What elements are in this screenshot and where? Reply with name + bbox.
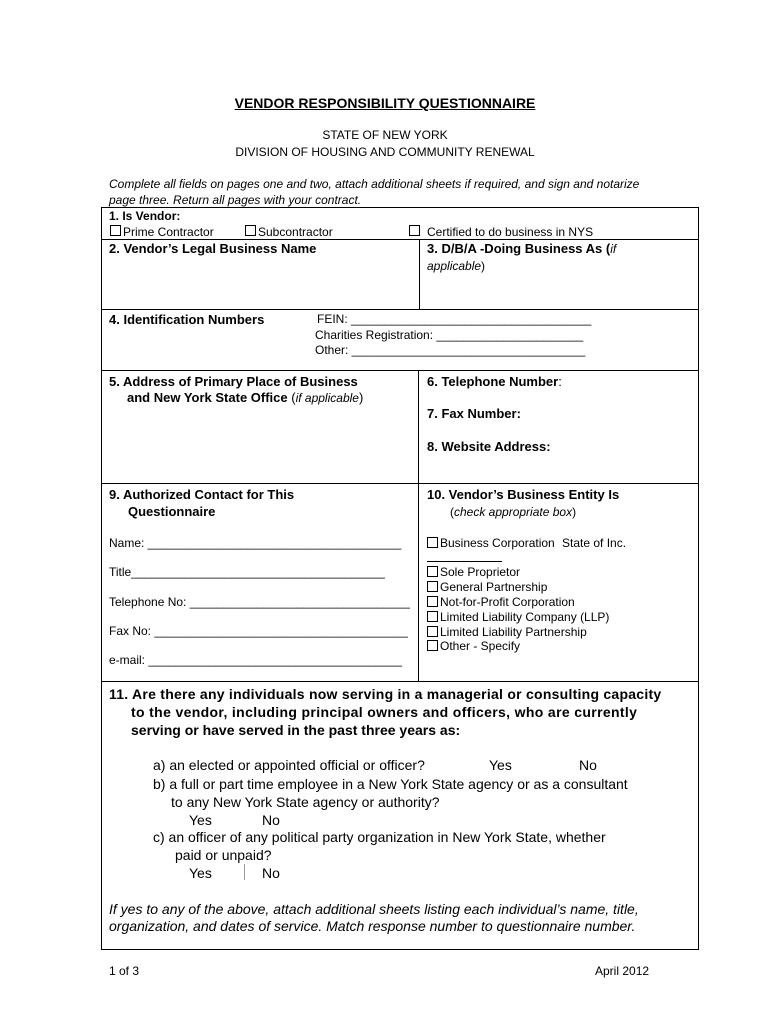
q11c-no[interactable]: No [262,865,280,881]
llp-checkbox[interactable] [427,626,438,637]
column-divider-top [419,239,420,309]
divider-q11 [101,681,699,682]
q3-applicable [427,259,485,273]
business-corporation-checkbox[interactable] [427,537,438,548]
q5-if-applicable: if applicable [295,391,359,405]
q11b-question-1: b) a full or part time employee in a New York State agency or as a consultant [153,776,628,792]
q4-label: 4. Identification Numbers [109,312,265,327]
q3-applicable-close: ) [481,259,486,273]
certified-nys-label: Certified to do business in NYS [427,225,594,239]
prime-contractor-label: Prime Contractor [123,225,214,239]
instructions-line-2: page three. Return all pages with your contract. [109,193,362,207]
q1-label: 1. Is Vendor: [109,209,181,223]
form-right-border [698,207,699,950]
other-id-field[interactable]: Other: ___________________________________ [315,343,586,357]
q11-line-3: serving or have served in the past three years as: [131,722,461,738]
q11a-no[interactable]: No [579,757,597,773]
form-bottom-border [101,949,699,950]
q10-paren-open: ( [450,505,454,519]
q10-instruction [450,505,576,519]
form-top-border [101,207,699,208]
column-divider-mid [418,370,419,681]
q11c-separator [244,864,245,880]
q6-label [427,374,562,389]
divider-q4 [101,309,699,310]
state-of-inc-line [427,561,502,562]
q11a-yes[interactable]: Yes [489,757,512,773]
q11-line-2: to the vendor, including principal owners and officers, who are currently [131,704,638,720]
prime-contractor-checkbox[interactable] [110,225,121,236]
q5-label-line2 [127,390,363,405]
llc-checkbox[interactable] [427,611,438,622]
fein-field[interactable]: FEIN: ____________________________________ [317,312,592,326]
general-partnership-checkbox[interactable] [427,581,438,592]
page-title: VENDOR RESPONSIBILITY QUESTIONNAIRE [234,95,536,111]
instructions-line-1: Complete all fields on pages one and two, attach additional sheets if required, and sign and notarize [109,177,640,191]
q3-label [427,241,616,256]
subcontractor-checkbox[interactable] [245,225,256,236]
not-for-profit-checkbox[interactable] [427,596,438,607]
contact-name-field[interactable]: Name: ______________________________________ [109,536,402,550]
form-left-border [101,207,102,950]
q11b-question-2: to any New York State agency or authority? [171,794,440,810]
q11b-yes[interactable]: Yes [189,812,212,828]
q11b-no[interactable]: No [262,812,280,828]
divider-q5 [101,370,699,371]
business-corporation-label: Business Corporation [440,536,555,550]
contact-fax-field[interactable]: Fax No: ______________________________________ [109,624,408,638]
q10-paren-close: ) [572,505,577,519]
contact-email-field[interactable]: e-mail: ______________________________________ [109,653,402,667]
q9-label-line2: Questionnaire [128,504,216,519]
divider-q9 [101,483,699,484]
contact-title-field[interactable]: Title______________________________________ [109,565,385,579]
q3-applicable-text: applicable [427,259,482,273]
q10-label: 10. Vendor’s Business Entity Is [427,487,620,502]
q3-label-text: 3. D/B/A -Doing Business As ( [427,241,611,256]
certified-nys-checkbox[interactable] [409,225,420,236]
contact-telephone-field[interactable]: Telephone No: _________________________________ [109,595,410,609]
q11a-question: a) an elected or appointed official or officer? [153,757,425,773]
llc-label: Limited Liability Company (LLP) [440,610,610,624]
q5-line2-text: and New York State Office [127,390,288,405]
charities-registration-field[interactable]: Charities Registration: ______________________ [315,328,584,342]
q10-check-appropriate: check appropriate box [454,505,573,519]
q3-label-if: if [610,242,617,256]
q5-paren-close: ) [358,390,364,405]
q11c-yes[interactable]: Yes [189,865,212,881]
page-number: 1 of 3 [109,964,140,978]
other-specify-label: Other - Specify [440,639,521,653]
division-heading: DIVISION OF HOUSING AND COMMUNITY RENEWAL [235,145,535,159]
revision-date: April 2012 [595,964,650,978]
q5-paren-open: ( [287,390,296,405]
q9-label-line1: 9. Authorized Contact for This [109,487,295,502]
q11c-question-1: c) an officer of any political party organization in New York State, whether [153,829,606,845]
sole-proprietor-checkbox[interactable] [427,566,438,577]
q8-label: 8. Website Address: [427,439,551,454]
q6-label-text: 6. Telephone Number [427,374,559,389]
sole-proprietor-label: Sole Proprietor [440,565,521,579]
q7-label: 7. Fax Number: [427,406,521,421]
not-for-profit-label: Not-for-Profit Corporation [440,595,575,609]
state-of-inc-label: State of Inc. [562,536,627,550]
general-partnership-label: General Partnership [440,580,548,594]
divider-q2 [101,239,699,240]
q6-colon: : [558,374,562,389]
q11-line-1: 11. Are there any individuals now serving in a managerial or consulting capacity [109,686,662,702]
state-heading: STATE OF NEW YORK [322,128,448,142]
q11-note-line-2: organization, and dates of service. Match response number to questionnaire number. [109,918,636,934]
subcontractor-label: Subcontractor [258,225,333,239]
other-specify-checkbox[interactable] [427,640,438,651]
q5-label-line1: 5. Address of Primary Place of Business [109,374,358,389]
q11c-question-2: paid or unpaid? [175,847,272,863]
q2-label: 2. Vendor’s Legal Business Name [109,241,317,256]
q11-note-line-1: If yes to any of the above, attach additional sheets listing each individual’s name, title, [109,901,639,917]
llp-label: Limited Liability Partnership [440,625,587,639]
